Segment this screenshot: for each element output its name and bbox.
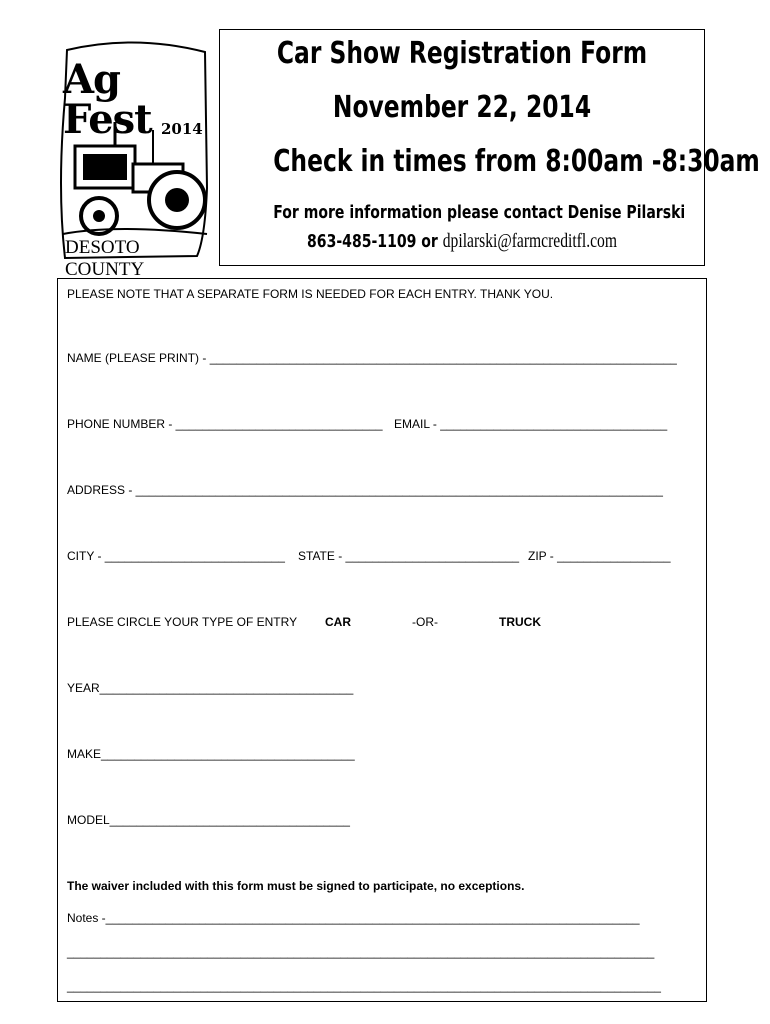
header-box [219,29,760,266]
page-title: Car Show Registration Form [276,36,648,71]
notes-line[interactable]: ________________________________________________________________________________________ [67,945,655,959]
email-field[interactable]: EMAIL - __________________________________ [394,417,668,431]
contact-or: or [421,231,438,252]
entry-truck-option[interactable]: TRUCK [499,615,541,629]
registration-form [57,278,707,1002]
state-field[interactable]: STATE - __________________________ [298,549,520,563]
name-field[interactable]: NAME (PLEASE PRINT) - ______________________________________________________________________ [67,351,677,365]
zip-field[interactable]: ZIP - _________________ [528,549,671,563]
phone-field[interactable]: PHONE NUMBER - _______________________________ [67,417,383,431]
year-field[interactable]: YEAR______________________________________ [67,681,354,695]
check-in-times: Check in times from 8:00am -8:30am [273,144,760,179]
event-date: November 22, 2014 [332,90,592,125]
ag-fest-logo [55,38,215,280]
contact-phone: 863-485-1109 [307,231,417,252]
notes-line[interactable]: _________________________________________________________________________________________ [67,979,661,993]
contact-info: For more information please contact Denise Pilarski [273,202,686,223]
waiver-note: The waiver included with this form must be signed to participate, no exceptions. [67,879,525,893]
contact-email[interactable]: dpilarski@farmcreditfl.com [442,230,617,252]
model-field[interactable]: MODEL____________________________________ [67,813,350,827]
logo-year: 2014 [161,120,203,138]
form-note: PLEASE NOTE THAT A SEPARATE FORM IS NEEDED FOR EACH ENTRY. THANK YOU. [67,287,554,301]
contact-line [273,230,651,253]
entry-type-label: PLEASE CIRCLE YOUR TYPE OF ENTRY [67,615,298,629]
logo-county: DESOTO COUNTY [65,237,145,280]
city-field[interactable]: CITY - ___________________________ [67,549,285,563]
make-field[interactable]: MAKE______________________________________ [67,747,355,761]
entry-or: -OR- [412,615,438,629]
entry-car-option[interactable]: CAR [325,615,351,629]
notes-field[interactable]: Notes -________________________________________________________________________________ [67,911,640,925]
address-field[interactable]: ADDRESS - _______________________________________________________________________________ [67,483,663,497]
logo-title: Ag Fest [63,56,152,143]
